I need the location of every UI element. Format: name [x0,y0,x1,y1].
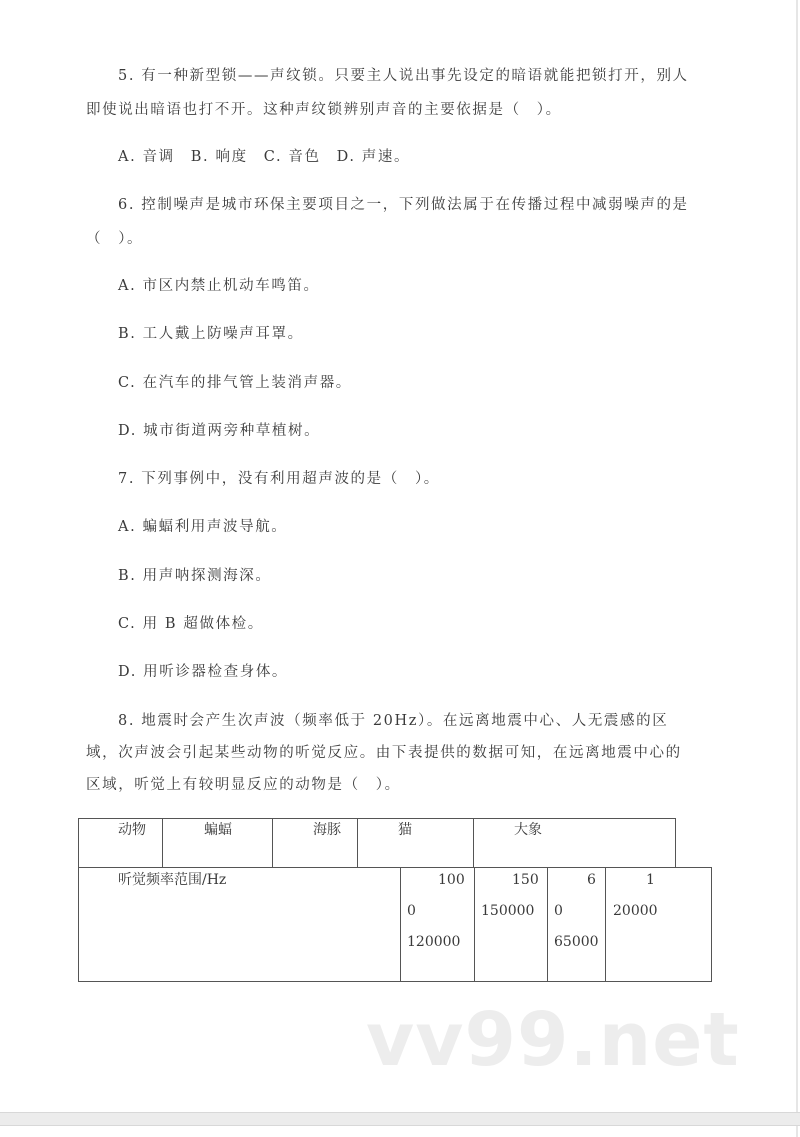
q7-option-d: D. 用听诊器检查身体。 [118,664,289,680]
cell-cat-line3: 65000 [554,934,599,950]
q6-option-b: B. 工人戴上防噪声耳罩。 [118,326,304,342]
header-bat: 蝙蝠 [204,822,232,838]
q7-option-a: A. 蝙蝠利用声波导航。 [118,519,288,535]
q6-option-c: C. 在汽车的排气管上装消声器。 [118,375,352,391]
q8-line-3: 区域，听觉上有较明显反应的动物是（ ）。 [86,777,401,793]
row-label-hearing-range: 听觉频率范围/Hz [118,872,227,888]
cell-dolphin-line1: 150 [512,872,539,888]
q7-line-1: 7. 下列事例中，没有利用超声波的是（ ）。 [118,471,440,487]
q6-line-2: （ ）。 [86,231,144,247]
header-cat: 猫 [398,822,412,838]
cell-cat-line2: 0 [554,903,563,919]
q6-option-d: D. 城市街道两旁种草植树。 [118,423,321,439]
header-dolphin: 海豚 [313,822,341,838]
q8-line-1: 8. 地震时会产生次声波（频率低于 20Hz）。在远离地震中心、人无震感的区 [118,713,669,729]
q7-option-b: B. 用声呐探测海深。 [118,568,272,584]
q5-line-2: 即使说出暗语也打不开。这种声纹锁辨别声音的主要依据是（ ）。 [86,102,562,118]
cell-elephant-line1: 1 [646,872,655,888]
cell-dolphin-line2: 150000 [481,903,535,919]
q7-option-c: C. 用 B 超做体检。 [118,616,264,632]
q6-option-a: A. 市区内禁止机动车鸣笛。 [118,278,320,294]
cell-elephant-line2: 20000 [613,903,658,919]
header-animal: 动物 [118,822,146,838]
page-edge-divider [796,0,798,1137]
cell-bat-line3: 120000 [407,934,461,950]
cell-bat-line2: 0 [407,903,416,919]
q5-options: A. 音调 B. 响度 C. 音色 D. 声速。 [118,149,411,165]
q5-line-1: 5. 有一种新型锁——声纹锁。只要主人说出事先设定的暗语就能把锁打开，别人 [118,68,689,84]
cell-cat-line1: 6 [587,872,596,888]
cell-bat-line1: 100 [438,872,465,888]
header-elephant: 大象 [514,822,542,838]
watermark: vv99.net [366,997,740,1083]
q6-line-1: 6. 控制噪声是城市环保主要项目之一，下列做法属于在传播过程中减弱噪声的是 [118,197,689,213]
q8-line-2: 域，次声波会引起某些动物的听觉反应。由下表提供的数据可知，在远离地震中心的 [86,745,682,761]
page-break-gap [0,1112,800,1126]
